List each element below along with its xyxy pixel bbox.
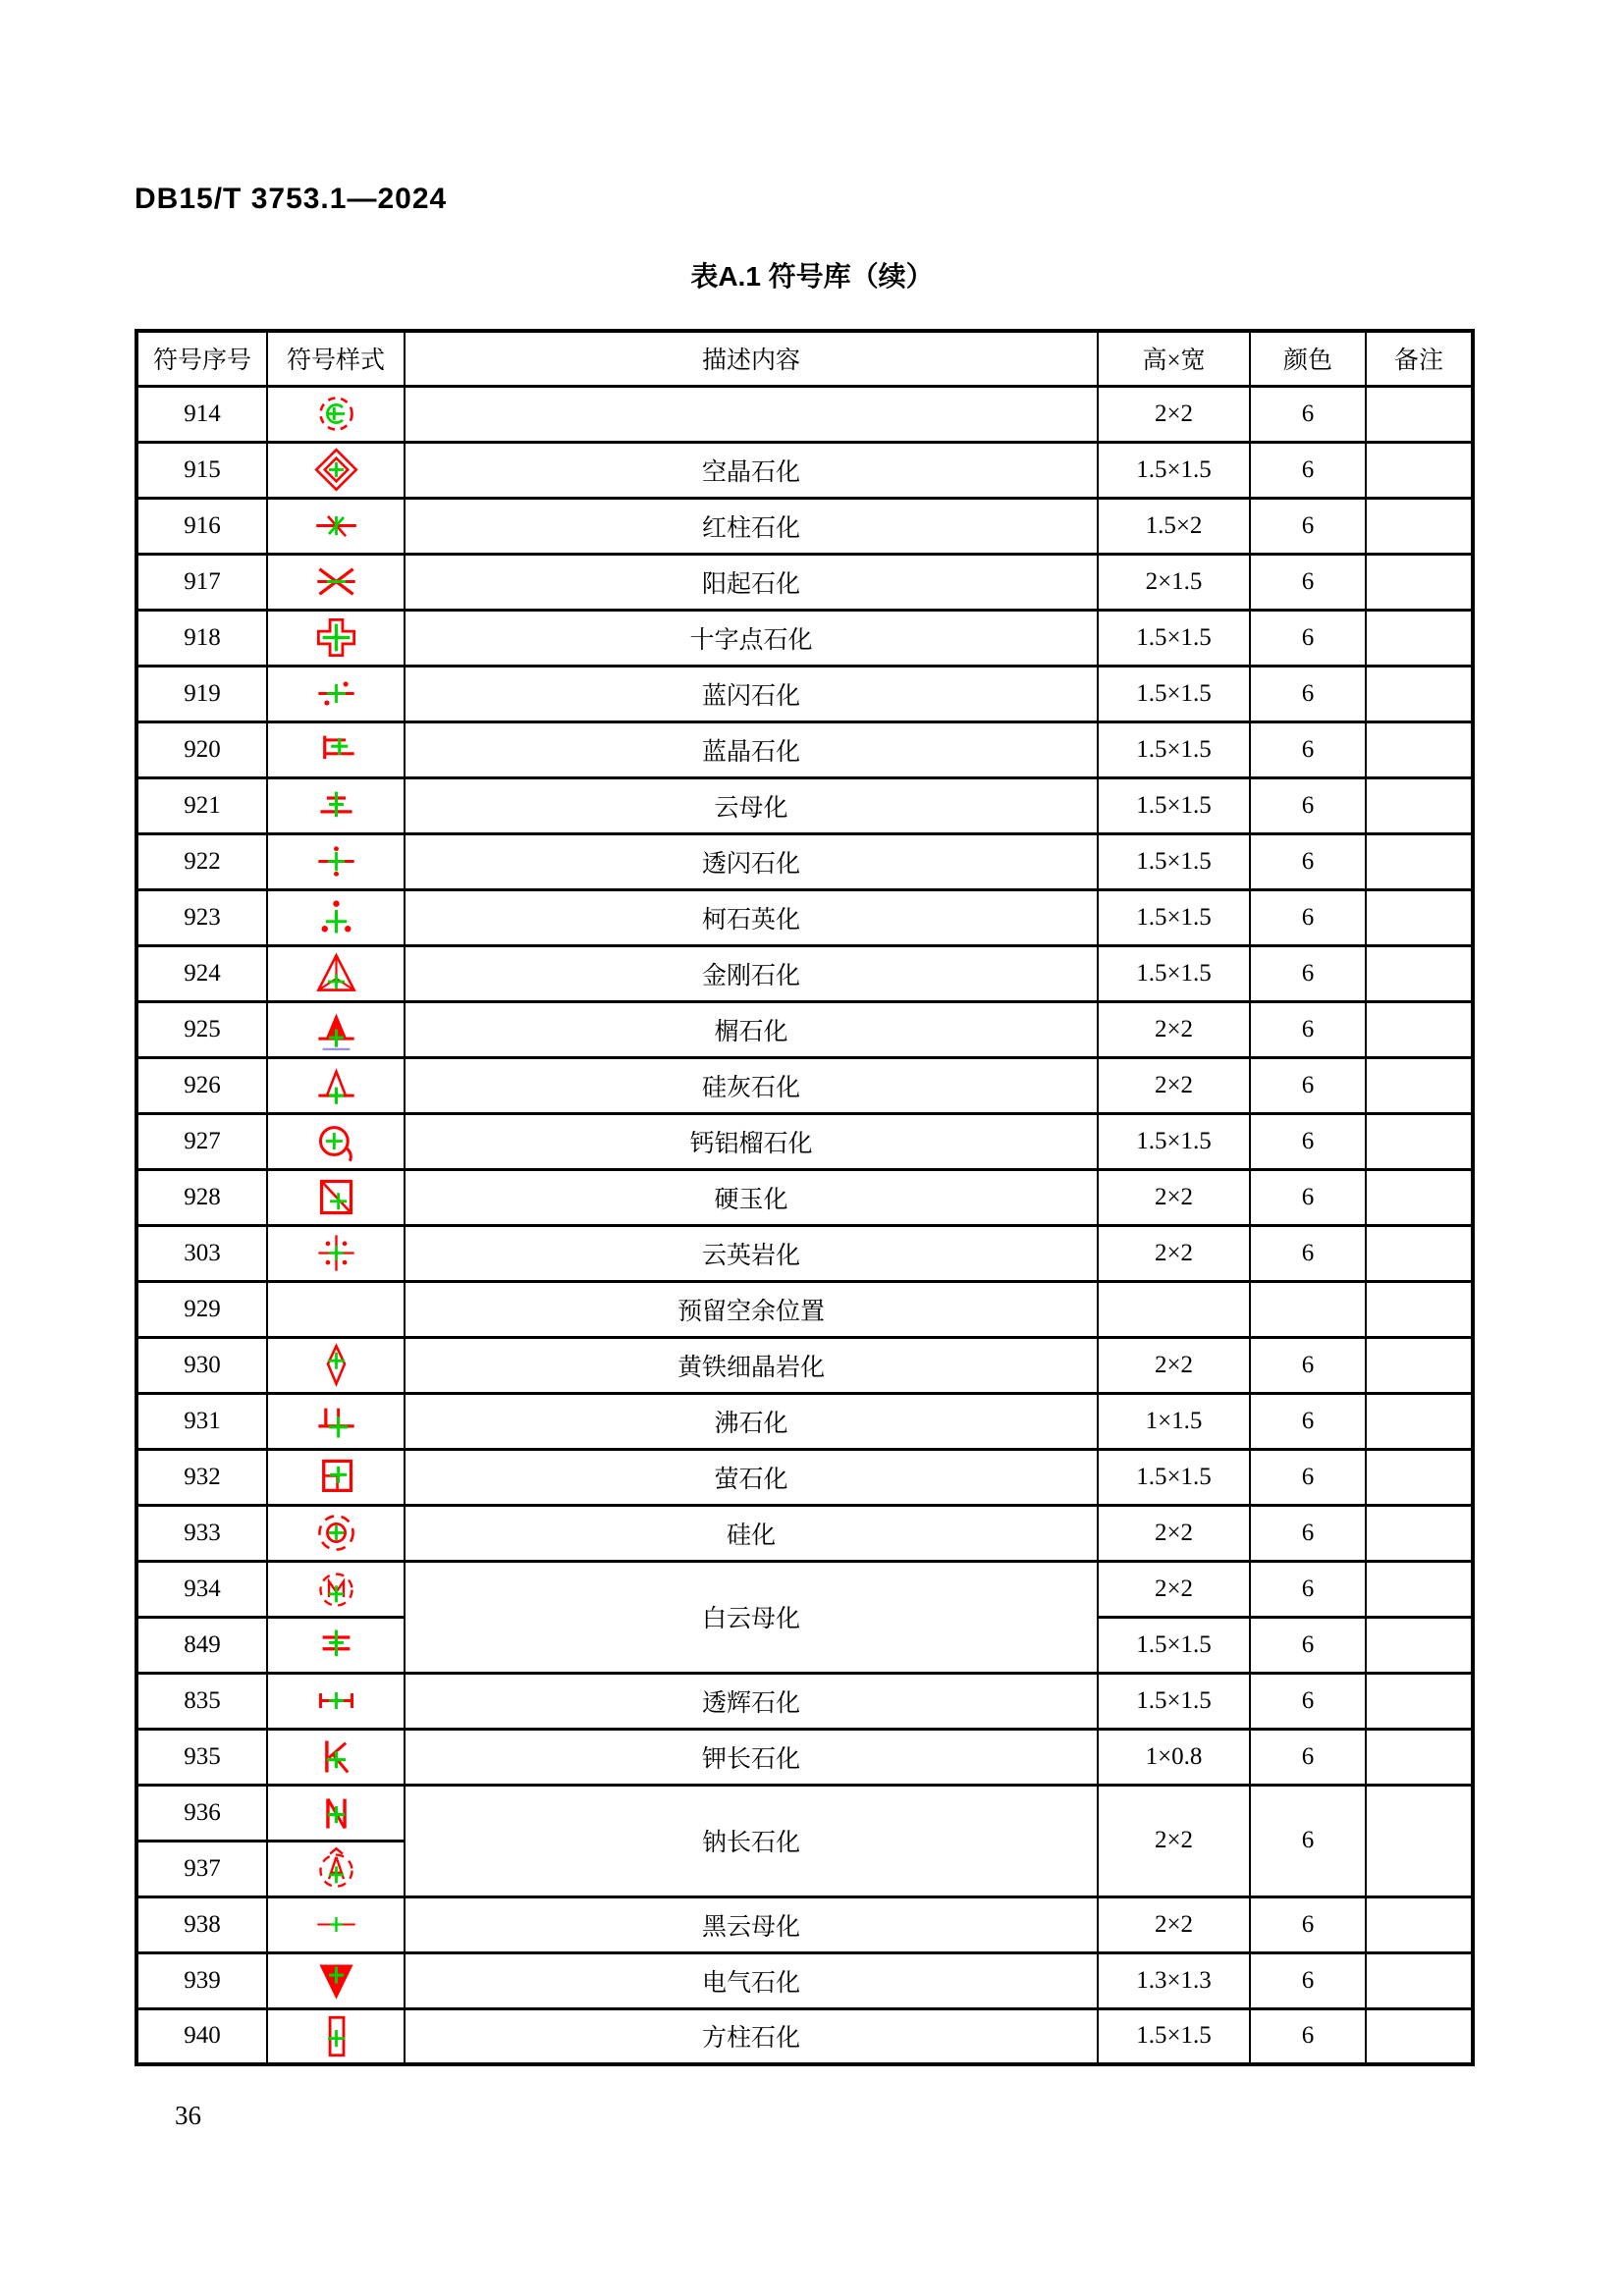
row-color-cell: 6 [1250,666,1366,721]
row-color-cell: 6 [1250,1952,1366,2008]
row-remark-cell [1366,777,1473,833]
table-row [136,1337,1473,1393]
row-remark-cell [1366,2008,1473,2064]
row-color-cell: 6 [1250,2008,1366,2064]
row-symbol-cell [267,442,405,498]
row-desc-cell: 钠长石化 [405,1785,1098,1896]
row-id-cell: 922 [136,833,267,889]
row-remark-cell [1366,1785,1473,1896]
row-remark-cell [1366,721,1473,777]
row-id-cell: 929 [136,1281,267,1337]
row-symbol-cell [267,1561,405,1617]
row-size-cell: 2×2 [1098,1337,1250,1393]
row-desc-cell: 电气石化 [405,1952,1098,2008]
row-remark-cell [1366,1169,1473,1225]
row-symbol-cell [267,1225,405,1281]
row-remark-cell [1366,1896,1473,1952]
header-size: 高×宽 [1098,331,1250,386]
row-size-cell [1098,1281,1250,1337]
row-id-cell: 849 [136,1617,267,1673]
two-lines2-icon [268,1622,404,1668]
row-desc-cell: 预留空余位置 [405,1281,1098,1337]
cross-quad-dots-icon [268,1230,404,1276]
row-id-cell: 917 [136,554,267,610]
row-color-cell: 6 [1250,1729,1366,1785]
row-remark-cell [1366,1952,1473,2008]
row-remark-cell [1366,1449,1473,1505]
row-color-cell: 6 [1250,386,1366,442]
row-remark-cell [1366,1113,1473,1169]
table-row [136,777,1473,833]
table-row [136,1785,1473,1841]
header-symbol-style: 符号样式 [267,331,405,386]
table-row [136,1561,1473,1617]
row-size-cell: 1.5×2 [1098,498,1250,554]
row-size-cell: 1.5×1.5 [1098,889,1250,945]
row-remark-cell [1366,442,1473,498]
row-desc-cell: 云英岩化 [405,1225,1098,1281]
row-size-cell: 2×1.5 [1098,554,1250,610]
dashed-circle-m-icon [268,1566,404,1612]
row-size-cell: 1.5×1.5 [1098,442,1250,498]
table-row [136,442,1473,498]
row-desc-cell: 蓝闪石化 [405,666,1098,721]
row-symbol-cell [267,1393,405,1449]
row-desc-cell: 黄铁细晶岩化 [405,1337,1098,1393]
h-beam-icon [268,1678,404,1724]
row-symbol-cell [267,498,405,554]
letter-k-icon [268,1734,404,1780]
row-symbol-cell [267,1785,405,1841]
row-desc-cell: 金刚石化 [405,945,1098,1001]
row-id-cell: 919 [136,666,267,721]
line-cross-dots-icon [268,670,404,717]
row-desc-cell: 硅化 [405,1505,1098,1561]
row-symbol-cell [267,2008,405,2064]
row-remark-cell [1366,1057,1473,1113]
row-symbol-cell [267,1673,405,1729]
row-size-cell: 2×2 [1098,1505,1250,1561]
row-remark-cell [1366,1673,1473,1729]
triangle-inner-icon [268,950,404,996]
rect-outline-icon [268,2013,404,2059]
row-color-cell: 6 [1250,1337,1366,1393]
row-symbol-cell [267,1449,405,1505]
table-row [136,1952,1473,2008]
row-id-cell: 916 [136,498,267,554]
row-color-cell: 6 [1250,1057,1366,1113]
triangle-line-icon [268,1062,404,1108]
e-shape-icon [268,726,404,773]
double-diamond-icon [268,447,404,493]
row-size-cell: 1.5×1.5 [1098,610,1250,666]
row-symbol-cell [267,1729,405,1785]
line-diag-cross-icon [268,503,404,549]
row-symbol-cell [267,833,405,889]
row-remark-cell [1366,1729,1473,1785]
table-row [136,1169,1473,1225]
row-id-cell: 918 [136,610,267,666]
row-symbol-cell [267,721,405,777]
row-remark-cell [1366,498,1473,554]
doc-code: DB15/T 3753.1—2024 [135,183,448,215]
row-size-cell: 2×2 [1098,1785,1250,1896]
thin-line-cross-icon [268,1901,404,1948]
row-size-cell: 1.5×1.5 [1098,945,1250,1001]
row-color-cell: 6 [1250,1561,1366,1617]
row-desc-cell: 十字点石化 [405,610,1098,666]
row-size-cell: 1.5×1.5 [1098,721,1250,777]
row-color-cell: 6 [1250,1169,1366,1225]
table-row [136,833,1473,889]
row-id-cell: 939 [136,1952,267,2008]
square-diagonal-icon [268,1174,404,1220]
row-id-cell: 928 [136,1169,267,1225]
row-desc-cell: 萤石化 [405,1449,1098,1505]
row-desc-cell: 柯石英化 [405,889,1098,945]
row-remark-cell [1366,610,1473,666]
row-color-cell: 6 [1250,1001,1366,1057]
row-id-cell: 932 [136,1449,267,1505]
narrow-diamond-icon [268,1342,404,1388]
row-remark-cell [1366,554,1473,610]
row-desc-cell: 透辉石化 [405,1673,1098,1729]
table-row [136,386,1473,442]
row-id-cell: 931 [136,1393,267,1449]
row-desc-cell: 云母化 [405,777,1098,833]
row-size-cell: 1×0.8 [1098,1729,1250,1785]
row-desc-cell: 空晶石化 [405,442,1098,498]
six-ray-star-icon [268,559,404,605]
row-id-cell: 925 [136,1001,267,1057]
row-symbol-cell [267,1841,405,1896]
row-color-cell: 6 [1250,889,1366,945]
two-lines-icon [268,782,404,828]
header-description: 描述内容 [405,331,1098,386]
row-desc-cell: 榍石化 [405,1001,1098,1057]
row-remark-cell [1366,1225,1473,1281]
zeolite-icon [268,1398,404,1444]
row-id-cell: 924 [136,945,267,1001]
row-remark-cell [1366,1561,1473,1617]
row-id-cell: 927 [136,1113,267,1169]
table-row [136,1057,1473,1113]
row-desc-cell: 钾长石化 [405,1729,1098,1785]
row-symbol-cell [267,610,405,666]
row-desc-cell: 阳起石化 [405,554,1098,610]
row-symbol-cell [267,1057,405,1113]
table-title: 表A.1 符号库（续） [690,261,934,292]
row-size-cell: 2×2 [1098,386,1250,442]
symbol-table-body [136,386,1473,2064]
row-id-cell: 920 [136,721,267,777]
table-row [136,1225,1473,1281]
row-id-cell: 923 [136,889,267,945]
row-remark-cell [1366,666,1473,721]
row-desc-cell: 钙铝榴石化 [405,1113,1098,1169]
table-row [136,498,1473,554]
row-symbol-cell [267,1617,405,1673]
filled-inv-triangle-icon [268,1957,404,2003]
row-desc-cell: 硅灰石化 [405,1057,1098,1113]
row-id-cell: 303 [136,1225,267,1281]
row-remark-cell [1366,1617,1473,1673]
row-remark-cell [1366,889,1473,945]
row-remark-cell [1366,1281,1473,1337]
row-symbol-cell [267,386,405,442]
header-color: 颜色 [1250,331,1366,386]
row-symbol-cell [267,889,405,945]
line-cross-vdots-icon [268,838,404,884]
row-size-cell: 1.3×1.3 [1098,1952,1250,2008]
row-desc-cell: 硬玉化 [405,1169,1098,1225]
letter-n-icon [268,1789,404,1836]
row-size-cell: 1.5×1.5 [1098,1673,1250,1729]
row-remark-cell [1366,1337,1473,1393]
row-color-cell: 6 [1250,777,1366,833]
header-remark: 备注 [1366,331,1473,386]
row-size-cell: 1.5×1.5 [1098,833,1250,889]
row-color-cell: 6 [1250,498,1366,554]
row-desc-cell: 方柱石化 [405,2008,1098,2064]
row-color-cell: 6 [1250,1225,1366,1281]
row-color-cell: 6 [1250,610,1366,666]
row-color-cell: 6 [1250,945,1366,1001]
row-color-cell: 6 [1250,721,1366,777]
row-id-cell: 940 [136,2008,267,2064]
row-id-cell: 835 [136,1673,267,1729]
table-row [136,1113,1473,1169]
three-dots-cross-icon [268,894,404,940]
row-id-cell: 921 [136,777,267,833]
row-size-cell: 1×1.5 [1098,1393,1250,1449]
circle-tail-icon [268,1118,404,1164]
row-desc-cell: 蓝晶石化 [405,721,1098,777]
row-id-cell: 938 [136,1896,267,1952]
row-color-cell: 6 [1250,1113,1366,1169]
row-desc-cell: 红柱石化 [405,498,1098,554]
row-id-cell: 936 [136,1785,267,1841]
table-row [136,666,1473,721]
table-row [136,889,1473,945]
row-color-cell [1250,1281,1366,1337]
row-symbol-cell [267,1281,405,1337]
row-remark-cell [1366,1393,1473,1449]
row-color-cell: 6 [1250,1673,1366,1729]
row-size-cell: 2×2 [1098,1561,1250,1617]
row-id-cell: 915 [136,442,267,498]
row-size-cell: 1.5×1.5 [1098,2008,1250,2064]
table-row [136,1449,1473,1505]
row-id-cell: 926 [136,1057,267,1113]
row-symbol-cell [267,1896,405,1952]
table-row [136,1281,1473,1337]
row-desc-cell [405,386,1098,442]
dashed-circle-circle-icon [268,1510,404,1556]
row-desc-cell: 白云母化 [405,1561,1098,1673]
table-row [136,1673,1473,1729]
row-remark-cell [1366,1001,1473,1057]
table-row [136,945,1473,1001]
row-symbol-cell [267,1505,405,1561]
row-desc-cell: 透闪石化 [405,833,1098,889]
row-desc-cell: 沸石化 [405,1393,1098,1449]
row-color-cell: 6 [1250,1449,1366,1505]
cross-outline-icon [268,614,404,661]
square-internal-icon [268,1454,404,1500]
row-color-cell: 6 [1250,1785,1366,1896]
row-size-cell: 2×2 [1098,1225,1250,1281]
table-row [136,554,1473,610]
row-symbol-cell [267,1169,405,1225]
row-size-cell: 2×2 [1098,1057,1250,1113]
table-row [136,1896,1473,1952]
row-color-cell: 6 [1250,1896,1366,1952]
row-color-cell: 6 [1250,1617,1366,1673]
row-size-cell: 1.5×1.5 [1098,666,1250,721]
row-size-cell: 2×2 [1098,1001,1250,1057]
row-size-cell: 1.5×1.5 [1098,1113,1250,1169]
row-symbol-cell [267,554,405,610]
row-symbol-cell [267,945,405,1001]
row-desc-cell: 黑云母化 [405,1896,1098,1952]
table-row [136,2008,1473,2064]
row-color-cell: 6 [1250,442,1366,498]
table-row [136,1729,1473,1785]
symbol-table [135,329,1475,2066]
row-size-cell: 1.5×1.5 [1098,777,1250,833]
table-row [136,1505,1473,1561]
filled-triangle-line-icon [268,1006,404,1052]
row-size-cell: 2×2 [1098,1169,1250,1225]
row-id-cell: 934 [136,1561,267,1617]
dashed-circle-a-icon [268,1845,404,1892]
row-color-cell: 6 [1250,1393,1366,1449]
row-id-cell: 930 [136,1337,267,1393]
row-symbol-cell [267,1001,405,1057]
row-symbol-cell [267,1337,405,1393]
table-row [136,1393,1473,1449]
row-remark-cell [1366,833,1473,889]
row-remark-cell [1366,1505,1473,1561]
row-color-cell: 6 [1250,833,1366,889]
table-row [136,1001,1473,1057]
header-symbol-id: 符号序号 [136,331,267,386]
row-id-cell: 914 [136,386,267,442]
row-id-cell: 933 [136,1505,267,1561]
row-remark-cell [1366,945,1473,1001]
row-symbol-cell [267,1952,405,2008]
row-size-cell: 2×2 [1098,1896,1250,1952]
row-color-cell: 6 [1250,1505,1366,1561]
row-id-cell: 935 [136,1729,267,1785]
header-row [136,331,1473,386]
row-symbol-cell [267,777,405,833]
row-size-cell: 1.5×1.5 [1098,1617,1250,1673]
page-number: 36 [175,2101,201,2130]
row-id-cell: 937 [136,1841,267,1896]
table-row [136,610,1473,666]
row-size-cell: 1.5×1.5 [1098,1449,1250,1505]
row-remark-cell [1366,386,1473,442]
row-symbol-cell [267,1113,405,1169]
dashed-circle-c-icon [268,391,404,437]
table-row [136,721,1473,777]
row-symbol-cell [267,666,405,721]
row-color-cell: 6 [1250,554,1366,610]
